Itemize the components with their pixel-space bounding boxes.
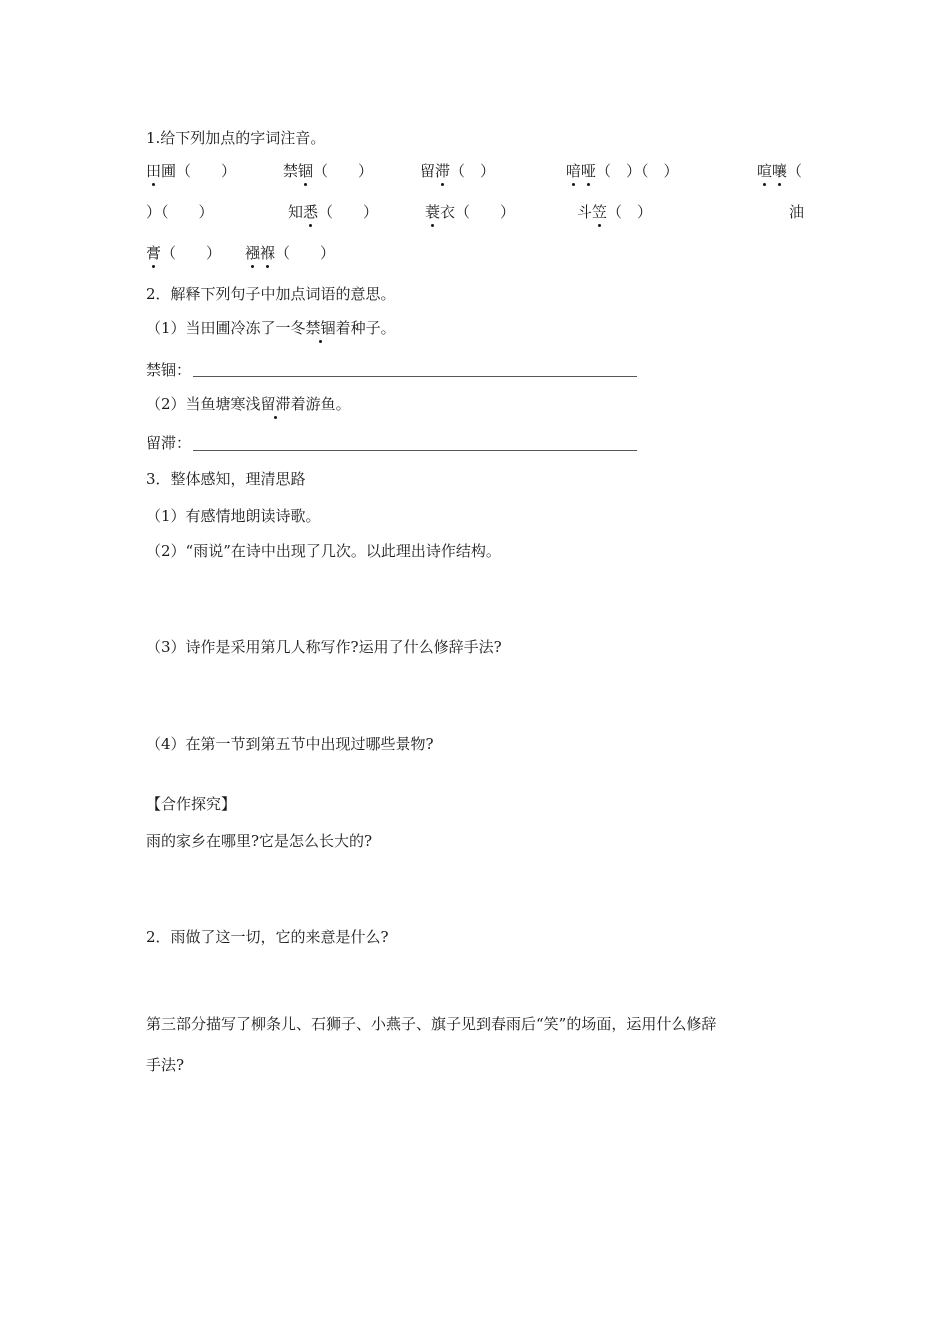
q3-title: 3．整体感知，理清思路 (146, 470, 306, 488)
q1-item-qiangbao (245, 243, 335, 263)
q1-title: 1.给下列加点的字词注音。 (146, 129, 326, 147)
emphasized-char: 笠 (592, 203, 608, 221)
q1-item-gao (146, 243, 221, 263)
emphasized-char: 襁 (245, 244, 261, 262)
pinyin-blank: （ ） (275, 244, 336, 262)
coop-question-3-line-2: 手法? (146, 1056, 185, 1074)
q1-item-you: 油 (789, 203, 805, 221)
pinyin-blank: （ ） (161, 244, 222, 262)
sentence-text: （2）当鱼塘寒浅 (146, 395, 261, 413)
emphasized-char: 嚷 (772, 162, 788, 180)
emphasized-char: 滞 (435, 162, 451, 180)
pinyin-blank: （ ） (318, 203, 379, 221)
pinyin-blank: （ (787, 162, 803, 180)
emphasized-word: 禁锢 (305, 319, 336, 337)
q3-item-1: （1）有感情地朗读诗歌。 (146, 507, 321, 525)
sentence-text: 着游鱼。 (290, 395, 351, 413)
emphasized-char: 褓 (260, 244, 276, 262)
emphasized-char: 哑 (581, 162, 597, 180)
coop-question-3-line-1: 第三部分描写了柳条儿、石狮子、小燕子、旗子见到春雨后“笑”的场面，运用什么修辞 (146, 1015, 717, 1033)
emphasized-char: 喧 (757, 162, 773, 180)
pinyin-blank: （ ） (607, 203, 653, 221)
answer-line-liuzhi[interactable] (193, 450, 637, 451)
coop-question-1: 雨的家乡在哪里?它是怎么长大的? (146, 832, 373, 850)
emphasized-char: 蓑 (425, 203, 441, 221)
q2-sentence-2 (146, 394, 351, 414)
q1-item-xuanrang (757, 161, 802, 181)
pinyin-blank: （ ） (176, 162, 237, 180)
emphasized-char: 田 (146, 162, 162, 180)
q1-item-tianpu: 田圃（ ） (146, 162, 237, 180)
sentence-text: 着种子。 (335, 319, 396, 337)
emphasized-char: 膏 (146, 244, 162, 262)
answer-label-liuzhi: 留滞： (146, 434, 192, 452)
emphasized-char: 锢 (298, 162, 314, 180)
q2-sentence-1 (146, 318, 396, 338)
answer-line-jingu[interactable] (193, 376, 637, 377)
pinyin-blank: （ ） (313, 162, 374, 180)
q1-blank-continued: ）（ ） (146, 203, 214, 221)
q1-item-liuzhi: 留滞（ ） (420, 162, 496, 180)
q3-item-2: （2）“雨说”在诗中出现了几次。以此理出诗作结构。 (146, 542, 501, 560)
q1-item-jingu: 禁锢（ ） (283, 162, 374, 180)
coop-heading: 【合作探究】 (146, 795, 237, 813)
q1-item-douli: 斗笠（ ） (577, 203, 653, 221)
sentence-text: （1）当田圃冷冻了一冬 (146, 319, 306, 337)
pinyin-blank: （ ） (455, 203, 516, 221)
pinyin-blank: （ ） (450, 162, 496, 180)
q3-item-3: （3）诗作是采用第几人称写作?运用了什么修辞手法? (146, 638, 502, 656)
q3-item-4: （4）在第一节到第五节中出现过哪些景物? (146, 735, 434, 753)
q2-title: 2．解释下列句子中加点词语的意思。 (146, 285, 396, 303)
q1-item-suoyi: 蓑衣（ ） (425, 203, 516, 221)
coop-question-2: 2．雨做了这一切，它的来意是什么? (146, 928, 389, 946)
pinyin-blank: （ ）（ ） (596, 162, 679, 180)
answer-label-jingu: 禁锢： (146, 361, 192, 379)
emphasized-char: 喑 (566, 162, 582, 180)
q1-item-yinya (566, 161, 679, 181)
emphasized-word: 留滞 (260, 395, 291, 413)
q1-item-zhixi: 知悉（ ） (288, 203, 379, 221)
emphasized-char: 悉 (303, 203, 319, 221)
